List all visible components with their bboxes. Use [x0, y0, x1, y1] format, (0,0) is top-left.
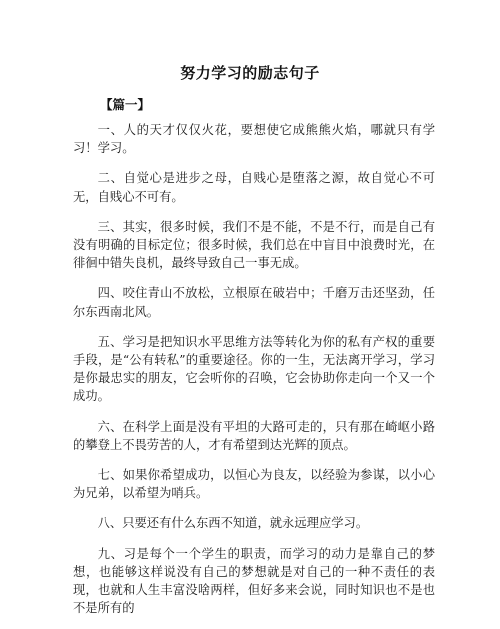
paragraph-6: 六、在科学上面是没有平坦的大路可走的，只有那在崎岖小路的攀登上不畏劳苦的人，才有希望到达光辉的顶点。: [73, 419, 435, 452]
paragraph-8: 八、只要还有什么东西不知道，就永远理应学习。: [97, 516, 369, 531]
document-body: [73, 121, 435, 629]
paragraph-4: 四、咬住青山不放松，立根原在破岩中；千磨万击还坚劲，任尔东西南北风。: [73, 286, 435, 319]
paragraph-3: 三、其实，很多时候，我们不是不能，不是不行，而是自己有没有明确的目标定位；很多时候，我们总在中盲目中浪费时光，在徘徊中错失良机，最终导致自己一事无成。: [73, 219, 435, 271]
section-heading: 【篇一】: [100, 97, 151, 112]
paragraph-7: 七、如果你希望成功，以恒心为良友，以经验为参谋，以小心为兄弟，以希望为哨兵。: [73, 468, 435, 501]
paragraph-9: 九、习是每个一个学生的职责，而学习的动力是靠自己的梦想，也能够这样说没有自己的梦想就是对自己的一种不责任的表现，也就和人生丰富没啥两样，但好多来会说，同时知识也不是也不是所有的: [73, 546, 435, 616]
paragraph-5: 五、学习是把知识水平思维方法等转化为你的私有产权的重要手段，是“公有转私”的重要途径。你的一生，无法离开学习，学习是你最忠实的朋友，它会听你的召唤，它会协助你走向一个又一个成功。: [73, 334, 435, 404]
paragraph-2: 二、自觉心是进步之母，自贱心是堕落之源，故自觉心不可无，自贱心不可有。: [73, 171, 435, 204]
document-title: 努力学习的励志句子: [180, 64, 320, 82]
paragraph-1: 一、人的天才仅仅火花，要想使它成熊熊火焰，哪就只有学习！学习。: [73, 123, 435, 156]
